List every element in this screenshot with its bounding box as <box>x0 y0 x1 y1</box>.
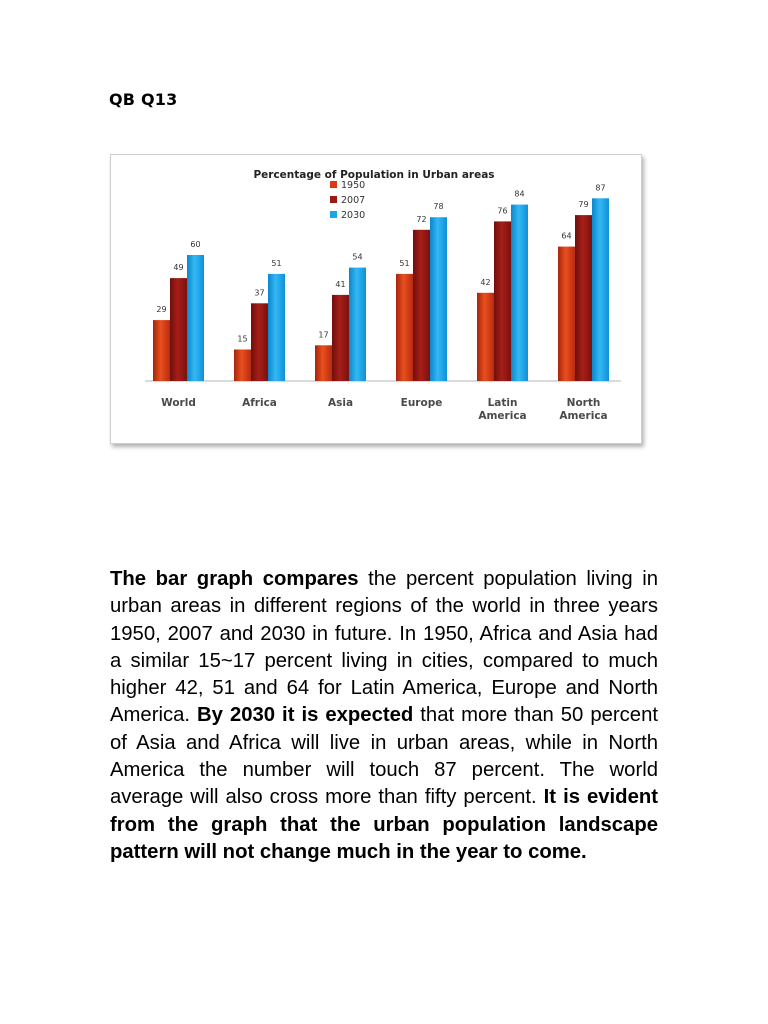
data-label: 41 <box>335 279 346 289</box>
data-label: 87 <box>595 183 606 193</box>
bar-2030-europe <box>430 217 447 381</box>
bar-2030-africa <box>268 274 285 381</box>
data-label: 76 <box>497 206 508 216</box>
bar-2007-asia <box>332 295 349 381</box>
bold-text-run: By 2030 it is expected <box>197 704 414 727</box>
data-label: 60 <box>190 240 201 249</box>
data-labels <box>156 183 605 343</box>
legend-label-2007: 2007 <box>341 195 366 206</box>
bar-2030-latin-america <box>511 205 528 381</box>
bar-2007-world <box>170 278 187 381</box>
bar-1950-latin-america <box>477 293 494 381</box>
data-label: 29 <box>156 305 167 315</box>
data-label: 51 <box>271 258 282 268</box>
bar-chart <box>111 155 641 443</box>
data-label: 84 <box>514 189 525 199</box>
legend-swatch-1950 <box>330 181 337 188</box>
legend-label-2030: 2030 <box>341 210 366 221</box>
bold-text-run: It is evident from the graph that the urban population landscape pattern will not change much in the year to come. <box>110 786 658 863</box>
text-run: the percent population living in urban areas in different regions of the world in three years 1950, 2007 and 2030 in future. In 1950, Africa and Asia had a similar 15~17 percent living in cities, compared to much higher 42, 51 and 64 for Latin America, Europe and North America. <box>110 568 659 727</box>
description-paragraph <box>110 566 658 866</box>
bar-2007-europe <box>413 230 430 381</box>
legend-swatch-2007 <box>330 196 337 203</box>
data-label: 17 <box>318 330 329 340</box>
bar-2030-world <box>187 255 204 381</box>
data-label: 42 <box>480 277 491 287</box>
bar-series <box>153 198 609 381</box>
category-label: America <box>559 410 608 422</box>
data-label: 49 <box>173 263 184 273</box>
data-label: 64 <box>561 231 572 241</box>
bar-2030-asia <box>349 268 366 381</box>
bar-1950-north-america <box>558 247 575 381</box>
bar-1950-europe <box>396 274 413 381</box>
data-label: 78 <box>433 202 444 212</box>
category-label: World <box>161 397 196 409</box>
legend-label-1950: 1950 <box>341 180 366 191</box>
data-label: 51 <box>399 258 410 268</box>
bar-2030-north-america <box>592 198 609 381</box>
data-label: 72 <box>416 214 427 224</box>
bar-2007-africa <box>251 303 268 381</box>
category-label: North <box>566 397 601 409</box>
bar-1950-world <box>153 320 170 381</box>
data-label: 15 <box>237 334 248 344</box>
text-run: that more than 50 percent of Asia and Africa will live in urban areas, while in North America the number will touch 87 percent. The world average will also cross more than fifty percent. <box>110 704 658 809</box>
chart-legend <box>330 180 365 221</box>
document-heading: QB Q13 <box>109 90 178 109</box>
category-label: Latin <box>487 397 518 409</box>
data-label: 54 <box>352 252 363 262</box>
chart-title: Percentage of Population in Urban areas <box>253 169 495 181</box>
data-label: 79 <box>578 200 589 210</box>
bar-2007-latin-america <box>494 221 511 381</box>
bar-1950-africa <box>234 350 251 382</box>
category-label: Europe <box>400 397 443 409</box>
bar-chart-image <box>110 154 642 444</box>
category-labels <box>161 397 608 422</box>
category-label: Asia <box>327 397 354 409</box>
data-label: 37 <box>254 288 265 298</box>
category-label: America <box>478 410 527 422</box>
category-label: Africa <box>242 397 277 409</box>
bold-text-run: The bar graph compares <box>110 568 359 590</box>
bar-1950-asia <box>315 345 332 381</box>
bar-2007-north-america <box>575 215 592 381</box>
legend-swatch-2030 <box>330 211 337 218</box>
